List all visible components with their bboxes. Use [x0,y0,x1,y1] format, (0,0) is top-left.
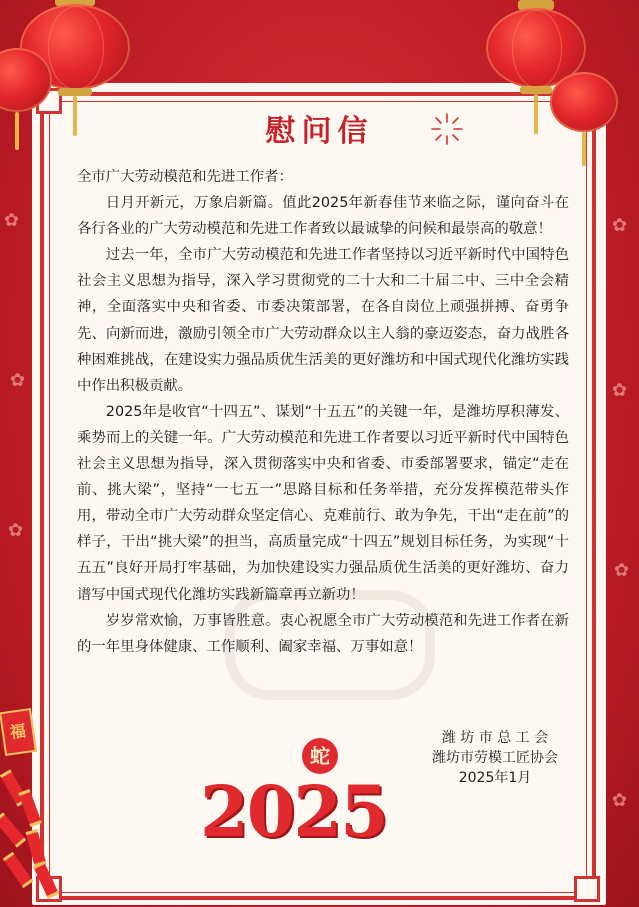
paragraph: 2025年是收官“十四五”、谋划“十五五”的关键一年，是潍坊厚积薄发、乘势而上的关键一年。广大劳动模范和先进工作者要以习近平新时代中国特色社会主义思想为指导，深入贯彻落实中央和省委、市委部署要求，锚定“走在前、挑大梁”，坚持“一七五一”思路目标和任务举措，充分发挥模范带头作用，带动全市广大劳动群众坚定信心、克难前行、敢为争先，干出“走在前”的样子，干出“挑大梁”的担当，高质量完成“十四五”规划目标任务，为实现“十五五”良好开局打牢基础，为加快建设实力强品质优生活美的更好潍坊、奋力谱写中国式现代化潍坊实践新篇章再立新功！ [77,403,569,603]
letter-title: 慰问信 [265,114,374,149]
frame-corner-ornament [574,876,600,902]
fu-tag-icon: 福 [0,708,37,756]
signoff-org-association: 潍坊市劳模工匠协会 [432,750,558,766]
plum-flower-icon: ✿ [8,520,24,541]
plum-flower-icon: ✿ [10,370,26,391]
letter-body [77,164,569,660]
plum-flower-icon: ✿ [612,790,628,811]
firework-icon [430,112,464,146]
plum-flower-icon: ✿ [614,560,630,581]
plum-flower-icon: ✿ [612,215,628,236]
paragraph: 过去一年，全市广大劳动模范和先进工作者坚持以习近平新时代中国特色社会主义思想为指导，深入学习贯彻党的二十大和二十届二中、三中全会精神，全面落实中央和省委、市委决策部署，在各自岗位上顽强拼搏、奋勇争先、向新而进，激励引领全市广大劳动群众以主人翁的豪迈姿态，奋力战胜各种困难挑战，在建设实力强品质优生活美的更好潍坊和中国式现代化潍坊实践中作出积极贡献。 [77,247,569,394]
signoff-block [420,728,570,788]
paragraph: 岁岁常欢愉，万事皆胜意。衷心祝愿全市广大劳动模范和先进工作者在新的一年里身体健康、工作顺利、阖家幸福、万事如意！ [77,612,569,655]
signoff-org-federation: 潍 坊 市 总 工 会 [441,730,549,746]
plum-flower-icon: ✿ [612,380,628,401]
year-2025-art: 2025 [200,770,387,853]
salutation: 全市广大劳动模范和先进工作者： [77,169,293,185]
snake-seal-icon: 蛇 [302,738,338,774]
paragraph: 日月开新元，万象启新篇。值此2025年新春佳节来临之际，谨向奋斗在各行各业的广大劳动模范和先进工作者致以最诚挚的问候和最崇高的敬意！ [77,195,569,238]
plum-flower-icon: ✿ [4,210,20,231]
signoff-date: 2025年1月 [458,770,532,786]
